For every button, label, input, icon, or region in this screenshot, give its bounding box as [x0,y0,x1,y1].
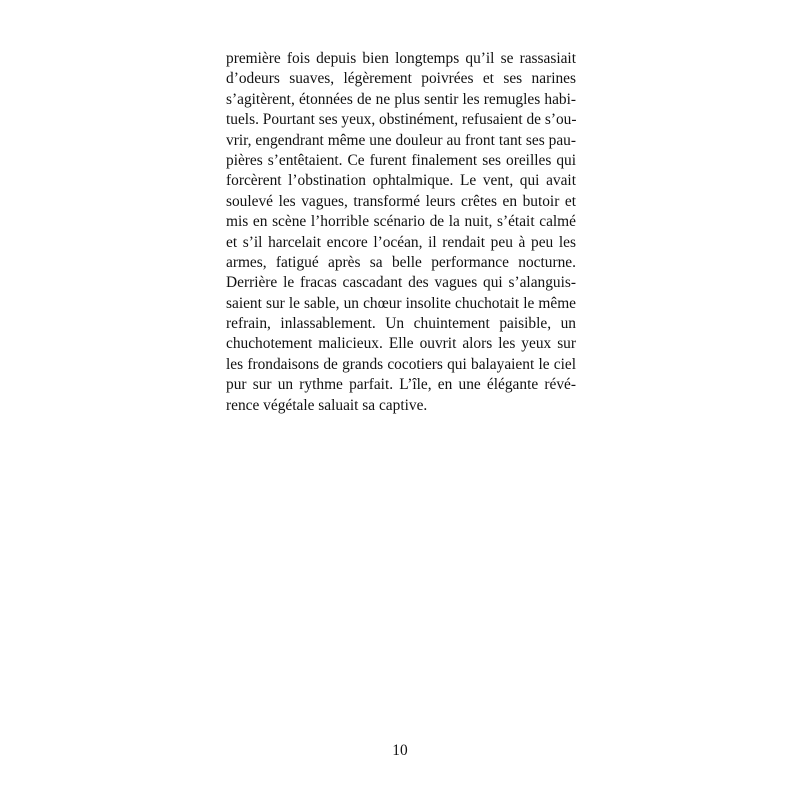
text-line: refrain, inlassablement. Un chuintement paisible, un [226,315,576,333]
text-line: les frondaisons de grands cocotiers qui balayaient le ciel [226,355,576,373]
text-line: mis en scène l’horrible scénario de la nuit, s’était calmé [226,213,576,231]
text-line: tuels. Pourtant ses yeux, obstinément, refusaient de s’ou- [226,111,577,129]
text-line: vrir, engendrant même une douleur au front tant ses pau- [226,131,576,149]
body-text [226,49,576,416]
text-line: s’agitèrent, étonnées de ne plus sentir les remugles habi- [226,90,576,108]
text-line: forcèrent l’obstination ophtalmique. Le vent, qui avait [226,172,576,190]
text-line: première fois depuis bien longtemps qu’il se rassasiait [226,50,576,67]
text-line: et s’il harcelait encore l’océan, il rendait peu à peu les [226,233,576,251]
text-line: Derrière le fracas cascadant des vagues qui s’alanguis- [226,274,576,292]
text-line: pières s’entêtaient. Ce furent finalement ses oreilles qui [226,151,576,169]
text-line: d’odeurs suaves, légèrement poivrées et ses narines [226,70,576,88]
text-line: chuchotement malicieux. Elle ouvrit alors les yeux sur [226,335,576,353]
text-line: saient sur le sable, un chœur insolite chuchotait le même [226,294,576,312]
text-line: soulevé les vagues, transformé leurs crêtes en butoir et [226,192,576,210]
text-line: armes, fatigué après sa belle performance nocturne. [226,253,576,271]
page-number: 10 [392,742,408,759]
text-line: rence végétale saluait sa captive. [226,396,428,414]
text-line: pur sur un rythme parfait. L’île, en une élégante révé- [226,376,576,394]
